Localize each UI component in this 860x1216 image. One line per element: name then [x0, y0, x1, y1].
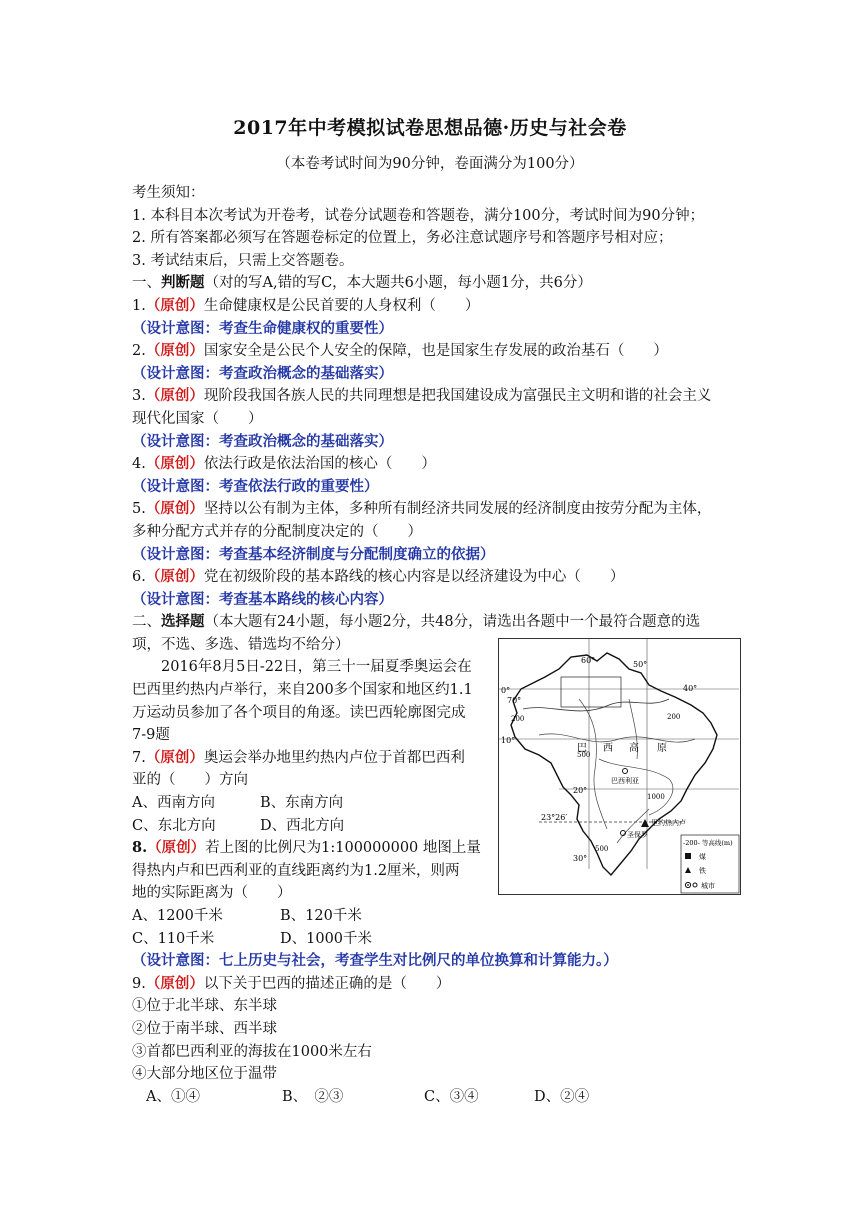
question-3: 3.（原创）现阶段我国各族人民的共同理想是把我国建设成为富强民主文明和谐的社会主义	[132, 387, 712, 405]
lat-label: 30°	[573, 854, 588, 863]
legend-iron: 铁	[699, 867, 706, 875]
original-tag: （原创）	[145, 974, 204, 992]
design-intent: （设计意图：七上历史与社会，考查学生对比例尺的单位换算和计算能力。）	[132, 952, 618, 970]
option-d: D、1000千米	[280, 930, 373, 947]
region-label: 高	[629, 743, 639, 754]
statement: ②位于南半球、西半球	[132, 1020, 277, 1037]
inset-box	[561, 677, 621, 707]
option-d: D、②④	[534, 1088, 590, 1105]
design-intent: （设计意图：考查政治概念的基础落实）	[132, 364, 393, 382]
question-5: 5.（原创）坚持以公有制为主体，多种所有制经济共同发展的经济制度由按劳分配为主体，	[132, 500, 712, 518]
design-intent: （设计意图：考查依法行政的重要性）	[132, 477, 379, 495]
notice-item: 1. 本科目本次考试为开卷考，试卷分试题卷和答题卷，满分100分，考试时间为90分钟；	[132, 207, 705, 224]
contour-line	[539, 734, 695, 742]
notice-heading: 考生须知：	[132, 185, 205, 201]
statement: ④大部分地区位于温带	[132, 1066, 277, 1083]
question-9-options	[132, 1086, 732, 1109]
question-9: 9.（原创）以下关于巴西的描述正确的是（ ）	[132, 974, 451, 992]
notice-item: 2. 所有答案都必须写在答题卷标定的位置上，务必注意试题序号和答题序号相对应；	[132, 230, 673, 247]
question-8-cont: 得热内卢和巴西利亚的直线距离约为1.2厘米，则两	[132, 862, 460, 879]
design-intent: （设计意图：考查基本路线的核心内容）	[132, 590, 393, 608]
passage-line: 2016年8月5日-22日，第三十一届夏季奥运会在	[161, 659, 472, 676]
contour-label: 500	[577, 751, 591, 759]
question-8-options	[132, 928, 732, 951]
option-c: C、110千米	[132, 930, 215, 947]
passage-line: 7-9题	[132, 727, 170, 744]
question-6: 6.（原创）党在初级阶段的基本路线的核心内容是以经济建设为中心（ ）	[132, 568, 625, 586]
question-7: 7.（原创）奥运会举办地里约热内卢位于首都巴西利	[132, 748, 465, 766]
original-tag: （原创）	[145, 296, 204, 314]
lon-label: 50°	[633, 660, 648, 669]
region-label: 西	[603, 743, 613, 754]
option-a: A、西南方向	[132, 795, 215, 812]
original-tag: （原创）	[147, 839, 206, 857]
lon-label: 70°	[507, 696, 522, 705]
lat-label: 10°	[501, 736, 516, 745]
option-b: B、120千米	[280, 908, 362, 924]
city-label: 圣保罗	[627, 831, 648, 839]
lon-label: 60°	[581, 656, 596, 665]
contour-label: 200	[667, 713, 681, 721]
passage-line: 万运动员参加了各个项目的角逐。读巴西轮廓图完成	[132, 704, 466, 721]
option-b: B、 ②③	[282, 1088, 344, 1105]
contour-label: 500	[595, 845, 609, 853]
section2-heading: 二、选择题（本大题有24小题，每小题2分，共48分，请选出各题中一个最符合题意的选	[132, 613, 701, 631]
legend-coal: 煤	[699, 853, 706, 861]
question-8: 8.（原创）若上图的比例尺为1:100000000 地图上量	[132, 839, 481, 857]
page-title: 2017年中考模拟试卷思想品德·历史与社会卷	[233, 117, 627, 139]
option-c: C、③④	[424, 1088, 479, 1105]
option-d: D、西北方向	[260, 817, 345, 834]
lon-label: 40°	[683, 684, 698, 693]
statement: ③首都巴西利亚的海拔在1000米左右	[132, 1043, 372, 1060]
coal-icon	[685, 853, 691, 859]
lat-label: 20°	[573, 786, 588, 795]
city-label: 里约热内卢	[651, 819, 686, 827]
brazil-map	[498, 638, 741, 895]
iron-marker	[641, 819, 649, 827]
option-b: B、东南方向	[260, 795, 344, 812]
question-8-options	[132, 905, 732, 928]
statement: ①位于北半球、东半球	[132, 998, 277, 1015]
design-intent: （设计意图：考查基本经济制度与分配制度确立的依据）	[132, 545, 495, 563]
question-2: 2.（原创）国家安全是公民个人安全的保障，也是国家生存发展的政治基石（ ）	[132, 342, 668, 360]
question-5-cont: 多种分配方式并存的分配制度决定的（ ）	[132, 523, 422, 540]
question-3-cont: 现代化国家（ ）	[132, 410, 263, 427]
question-7-cont: 亚的（ ）方向	[132, 772, 248, 789]
lat-label: 23°26′	[541, 813, 568, 822]
section1-name: 判断题	[161, 274, 205, 292]
brazil-map-svg	[499, 639, 740, 894]
original-tag: （原创）	[145, 568, 204, 586]
option-a: A、①④	[146, 1088, 200, 1105]
legend-city: 城市	[701, 882, 715, 890]
contour-label: 1000	[647, 793, 665, 801]
option-a: A、1200千米	[132, 908, 223, 924]
original-tag: （原创）	[145, 500, 204, 518]
question-8-cont: 地的实际距离为（ ）	[132, 885, 292, 902]
section2-heading-cont: 项，不选、多选、错选均不给分）	[132, 636, 350, 653]
original-tag: （原创）	[145, 748, 204, 766]
contour-line	[599, 759, 673, 815]
original-tag: （原创）	[145, 455, 204, 473]
region-label: 巴	[577, 743, 587, 754]
passage-line: 巴西里约热内卢举行，来自200多个国家和地区约1.1	[132, 682, 473, 699]
notice-item: 3. 考试结束后，只需上交答题卷。	[132, 252, 354, 269]
design-intent: （设计意图：考查政治概念的基础落实）	[132, 432, 393, 450]
option-c: C、东北方向	[132, 817, 216, 834]
page-subtitle: （本卷考试时间为90分钟，卷面满分为100分）	[276, 156, 584, 172]
section2-name: 选择题	[161, 613, 205, 631]
contour-label: 200	[511, 715, 525, 723]
original-tag: （原创）	[145, 387, 204, 405]
design-intent: （设计意图：考查生命健康权的重要性）	[132, 319, 393, 337]
river	[579, 699, 607, 829]
question-1: 1.（原创）生命健康权是公民首要的人身权利（ ）	[132, 296, 480, 314]
original-tag: （原创）	[145, 342, 204, 360]
city-label: 巴西利亚	[611, 777, 639, 785]
section1-heading: 一、判断题（对的写A,错的写C，本大题共6小题，每小题1分，共6分）	[132, 274, 592, 292]
question-4: 4.（原创）依法行政是依法治国的核心（ ）	[132, 455, 436, 473]
city-marker	[623, 769, 628, 774]
legend-contour: -200- 等高线(m)	[683, 839, 733, 847]
region-label: 原	[657, 743, 667, 754]
lat-label: 0°	[501, 686, 511, 695]
